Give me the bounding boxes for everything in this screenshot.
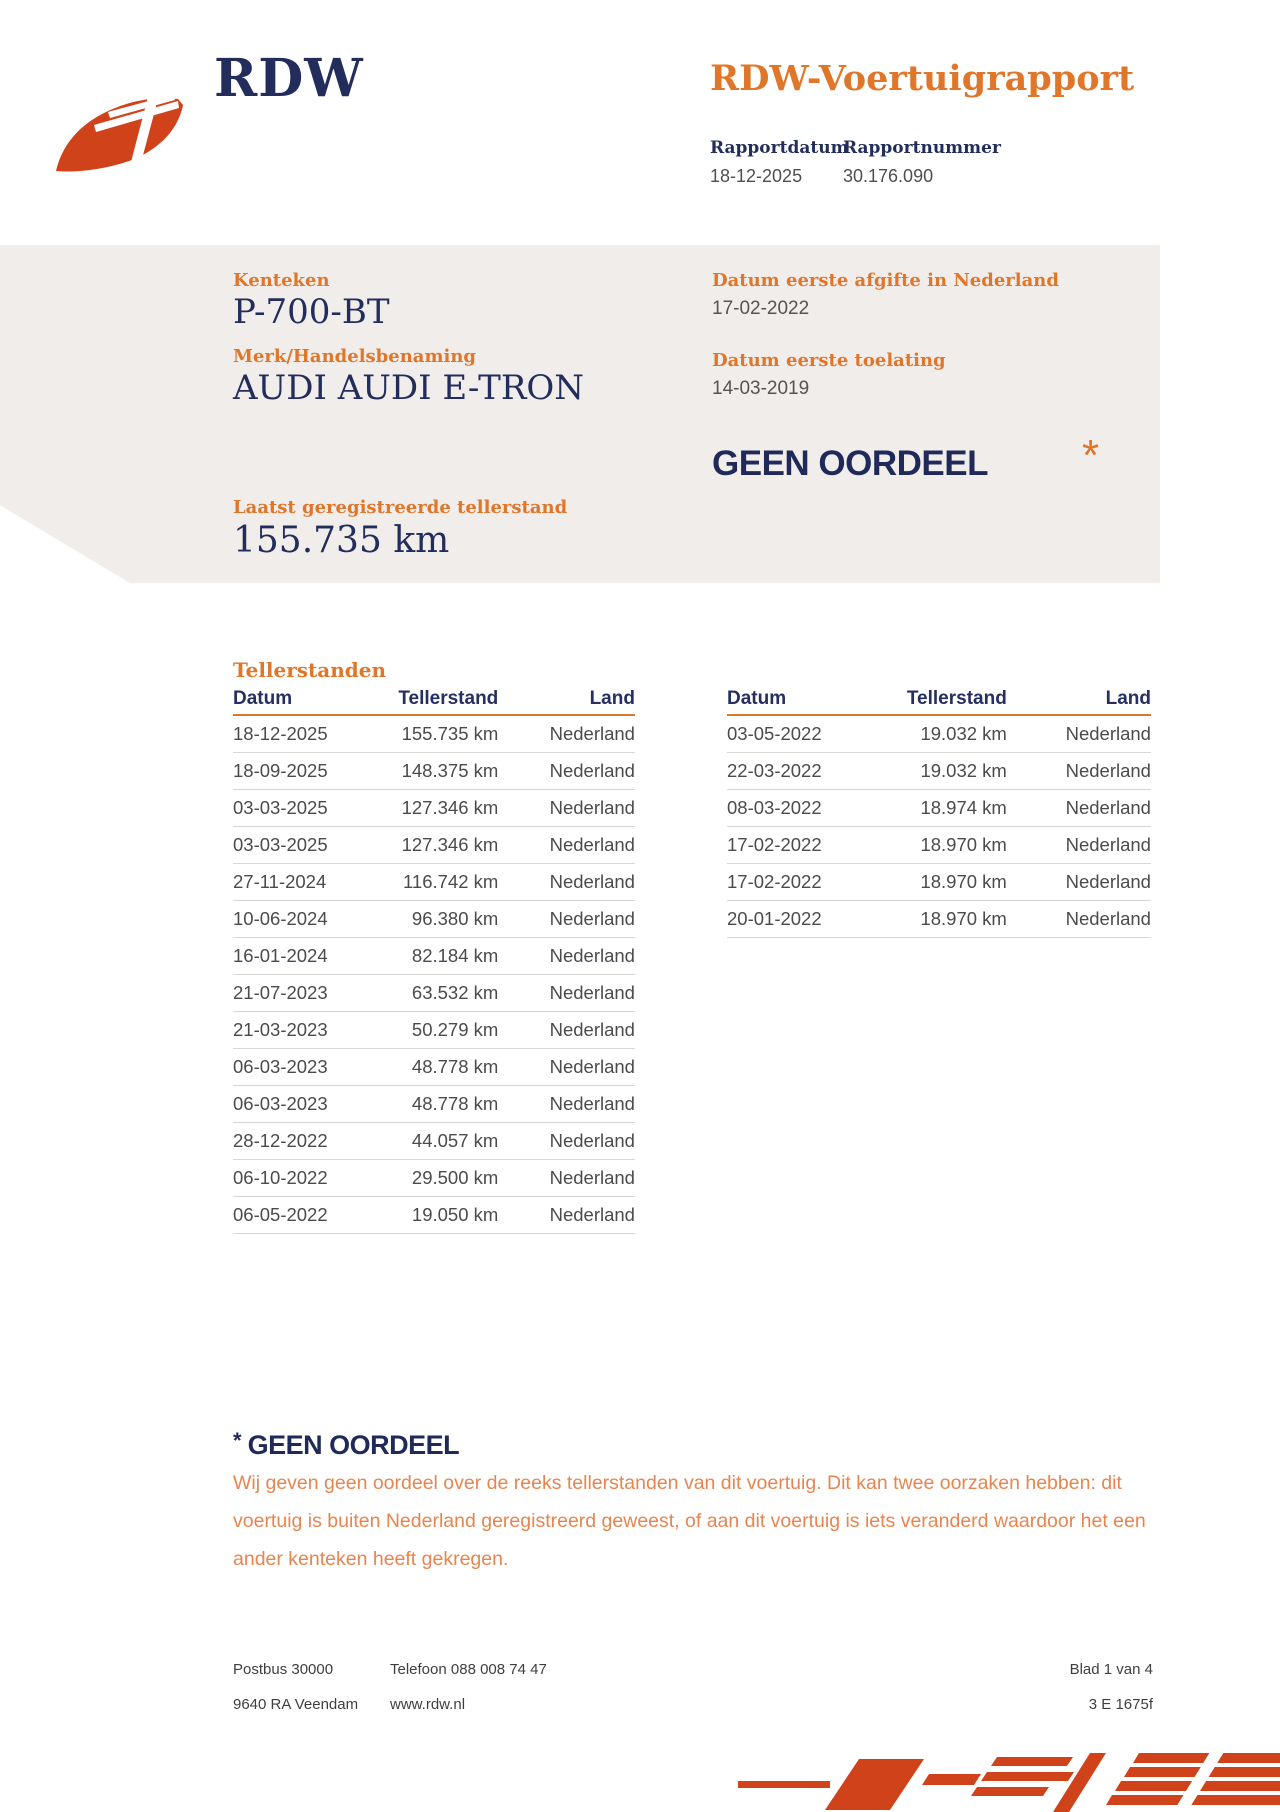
cell-datum: 20-01-2022: [727, 908, 822, 929]
column-header-datum: Datum: [233, 688, 293, 709]
footnote-title: GEEN OORDEEL: [247, 1430, 460, 1460]
cell-datum: 08-03-2022: [727, 797, 822, 818]
merk-label: Merk/Handelsbenaming: [233, 346, 477, 367]
cell-datum: 03-05-2022: [727, 723, 822, 744]
table-row: [233, 716, 635, 753]
afgifte-label: Datum eerste afgifte in Nederland: [712, 270, 1059, 291]
cell-tellerstand: 19.032 km: [920, 723, 1007, 744]
tellerstand-label: Laatst geregistreerde tellerstand: [233, 497, 568, 518]
table-body: [233, 716, 635, 1234]
table-body: [727, 716, 1151, 938]
cell-datum: 17-02-2022: [727, 834, 822, 855]
cell-tellerstand: 18.970 km: [920, 834, 1007, 855]
toelating-label: Datum eerste toelating: [712, 350, 946, 371]
cell-land: Nederland: [549, 908, 635, 929]
table-row: [233, 975, 635, 1012]
table-row: [727, 790, 1151, 827]
tellerstanden-section-title: Tellerstanden: [233, 658, 387, 682]
column-header-land: Land: [1105, 688, 1151, 709]
cell-datum: 06-10-2022: [233, 1167, 328, 1188]
footer-address-line1: Postbus 30000: [233, 1661, 334, 1678]
cell-land: Nederland: [549, 945, 635, 966]
column-header-datum: Datum: [727, 688, 787, 709]
afgifte-value: 17-02-2022: [712, 298, 810, 319]
table-row: [233, 901, 635, 938]
table-row: [727, 827, 1151, 864]
cell-datum: 06-05-2022: [233, 1204, 328, 1225]
footer-phone: Telefoon 088 008 74 47: [390, 1661, 547, 1678]
merk-value: AUDI AUDI E-TRON: [233, 368, 585, 408]
cell-tellerstand: 44.057 km: [411, 1130, 499, 1151]
cell-land: Nederland: [1065, 908, 1151, 929]
footnote-heading: [233, 1428, 459, 1461]
cell-land: Nederland: [1065, 760, 1151, 781]
table-row: [233, 1086, 635, 1123]
cell-datum: 03-03-2025: [233, 834, 328, 855]
tellerstand-value: 155.735 km: [233, 520, 450, 561]
cell-land: Nederland: [549, 1167, 635, 1188]
cell-land: Nederland: [1065, 834, 1151, 855]
table-row: [233, 1160, 635, 1197]
oordeel-asterisk: *: [1082, 431, 1100, 480]
table-row: [727, 753, 1151, 790]
cell-tellerstand: 127.346 km: [401, 797, 499, 818]
summary-panel: [0, 245, 1160, 583]
cell-land: Nederland: [549, 1130, 635, 1151]
cell-tellerstand: 18.974 km: [920, 797, 1007, 818]
cell-tellerstand: 116.742 km: [402, 871, 499, 892]
cell-datum: 17-02-2022: [727, 871, 822, 892]
rdw-wing-icon: [52, 55, 190, 175]
cell-land: Nederland: [549, 871, 635, 892]
report-date-value: 18-12-2025: [710, 166, 803, 186]
cell-land: Nederland: [1065, 871, 1151, 892]
kenteken-value: P-700-BT: [233, 292, 390, 332]
report-date-label: Rapportdatum: [710, 138, 849, 158]
cell-datum: 21-03-2023: [233, 1019, 328, 1040]
cell-land: Nederland: [549, 834, 635, 855]
cell-tellerstand: 18.970 km: [920, 871, 1007, 892]
cell-datum: 16-01-2024: [233, 945, 328, 966]
cell-tellerstand: 19.050 km: [411, 1204, 499, 1225]
cell-tellerstand: 96.380 km: [411, 908, 499, 929]
footnote-asterisk: *: [233, 1428, 242, 1453]
table-row: [233, 827, 635, 864]
odometer-table-left: [233, 686, 635, 1234]
cell-tellerstand: 29.500 km: [411, 1167, 499, 1188]
table-row: [727, 864, 1151, 901]
cell-tellerstand: 63.532 km: [411, 982, 499, 1003]
cell-datum: 28-12-2022: [233, 1130, 328, 1151]
report-number-value: 30.176.090: [843, 166, 934, 186]
cell-tellerstand: 50.279 km: [411, 1019, 499, 1040]
table-header: [727, 686, 1151, 716]
footer-form-code: 3 E 1675f: [1088, 1696, 1153, 1713]
column-header-tellerstand: Tellerstand: [906, 688, 1007, 709]
cell-land: Nederland: [549, 760, 635, 781]
kenteken-label: Kenteken: [233, 270, 330, 291]
report-number-label: Rapportnummer: [843, 138, 1001, 158]
column-header-land: Land: [589, 688, 635, 709]
cell-land: Nederland: [549, 723, 635, 744]
odometer-table-right: [727, 686, 1151, 938]
cell-land: Nederland: [549, 797, 635, 818]
table-row: [233, 753, 635, 790]
page-title: RDW-Voertuigrapport: [710, 58, 1135, 99]
table-row: [727, 901, 1151, 938]
column-header-tellerstand: Tellerstand: [398, 688, 499, 709]
cell-datum: 27-11-2024: [233, 871, 327, 892]
cell-datum: 22-03-2022: [727, 760, 822, 781]
oordeel-verdict: GEEN OORDEEL: [712, 444, 988, 483]
cell-tellerstand: 48.778 km: [411, 1093, 499, 1114]
toelating-value: 14-03-2019: [712, 378, 810, 399]
table-row: [233, 790, 635, 827]
footer-page-number: Blad 1 van 4: [1069, 1661, 1153, 1678]
cell-tellerstand: 82.184 km: [411, 945, 499, 966]
rdw-stripes-icon: [738, 1752, 1280, 1812]
rdw-footer-mark: [738, 1752, 1280, 1812]
table-row: [233, 938, 635, 975]
rdw-logo: [52, 55, 190, 175]
table-row: [233, 1049, 635, 1086]
cell-tellerstand: 155.735 km: [401, 723, 499, 744]
rdw-logo-text: RDW: [214, 48, 364, 109]
table-row: [233, 1197, 635, 1234]
cell-datum: 06-03-2023: [233, 1093, 328, 1114]
footer-address-line2: 9640 RA Veendam: [233, 1696, 359, 1713]
cell-tellerstand: 48.778 km: [411, 1056, 499, 1077]
cell-datum: 21-07-2023: [233, 982, 328, 1003]
cell-tellerstand: 18.970 km: [920, 908, 1007, 929]
table-row: [233, 864, 635, 901]
table-header: [233, 686, 635, 716]
cell-datum: 10-06-2024: [233, 908, 328, 929]
cell-land: Nederland: [1065, 723, 1151, 744]
cell-tellerstand: 19.032 km: [920, 760, 1007, 781]
cell-land: Nederland: [549, 1204, 635, 1225]
footnote-text: Wij geven geen oordeel over de reeks tellerstanden van dit voertuig. Dit kan twee oorzaken hebben: dit voertuig is buiten Nederland geregistreerd geweest, of aan dit voertuig is iets veranderd waardoor het een ander kenteken heeft gekregen.: [233, 1472, 1146, 1570]
cell-tellerstand: 127.346 km: [401, 834, 499, 855]
footer-website: www.rdw.nl: [390, 1696, 466, 1713]
cell-land: Nederland: [549, 1056, 635, 1077]
cell-datum: 18-12-2025: [233, 723, 328, 744]
cell-tellerstand: 148.375 km: [401, 760, 499, 781]
cell-datum: 06-03-2023: [233, 1056, 328, 1077]
table-row: [233, 1123, 635, 1160]
cell-land: Nederland: [549, 982, 635, 1003]
table-row: [233, 1012, 635, 1049]
cell-land: Nederland: [549, 1019, 635, 1040]
cell-datum: 03-03-2025: [233, 797, 328, 818]
cell-land: Nederland: [549, 1093, 635, 1114]
table-row: [727, 716, 1151, 753]
cell-datum: 18-09-2025: [233, 760, 328, 781]
cell-land: Nederland: [1065, 797, 1151, 818]
